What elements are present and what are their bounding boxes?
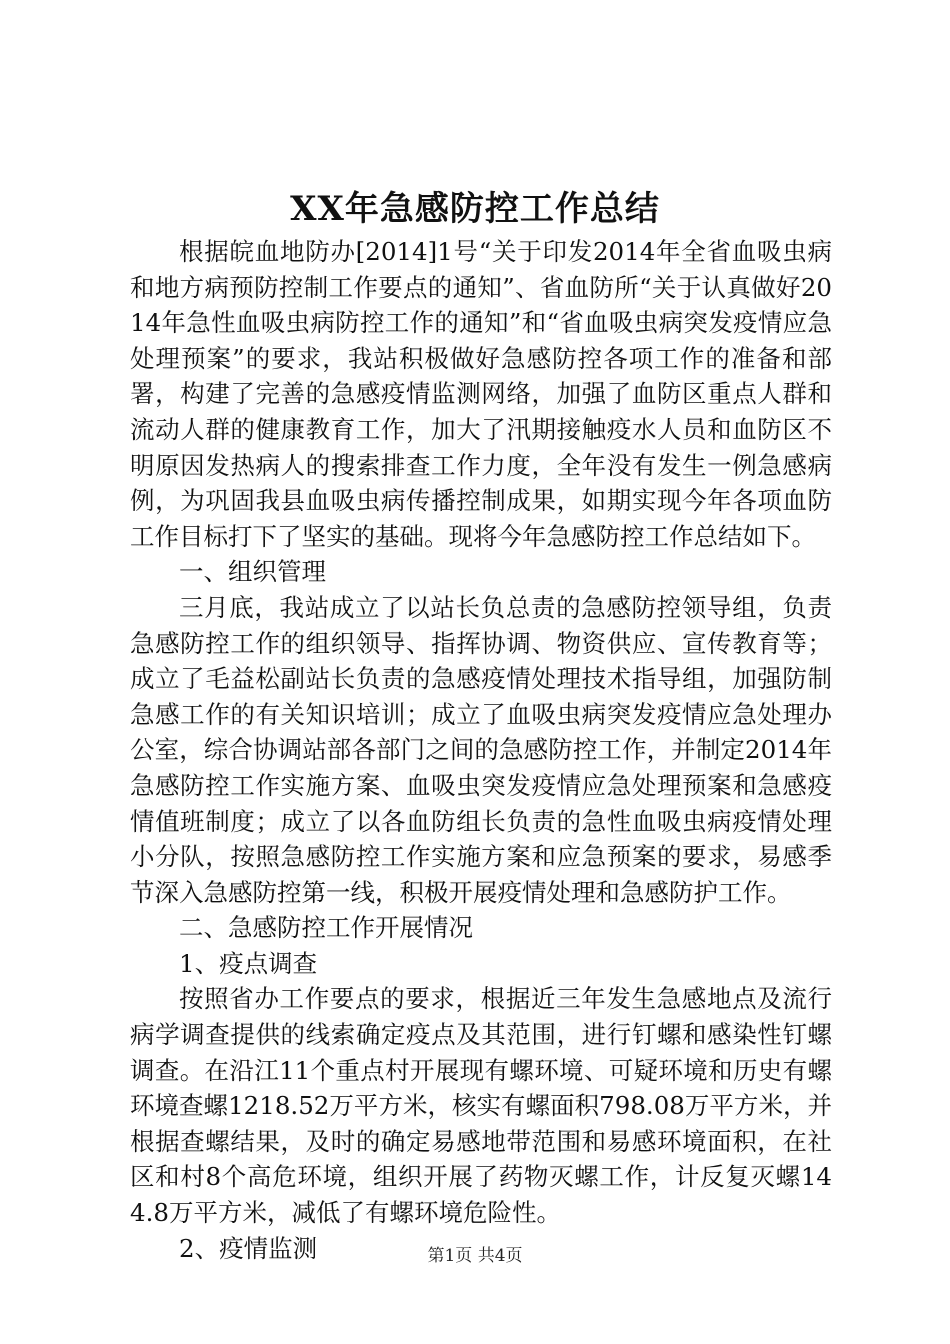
paragraph-survey: 按照省办工作要点的要求，根据近三年发生急感地点及流行病学调查提供的线索确定疫点及其范围，进行钉螺和感染性钉螺调查。在沿江11个重点村开展现有螺环境、可疑环境和历史有螺环境查螺1218.52万平方米，核实有螺面积798.08万平方米，并根据查螺结果，及时的确定易感地带范围和易感环境面积，在社区和村8个高危环境，组织开展了药物灭螺工作，计反复灭螺144.8万平方米，减低了有螺环境危险性。 <box>130 984 832 1228</box>
subsection-heading-monitoring: 2、疫情监测 <box>179 1233 318 1263</box>
document-title: XX年急感防控工作总结 <box>290 189 660 229</box>
paragraph-organization: 三月底，我站成立了以站长负总责的急感防控领导组，负责急感防控工作的组织领导、指挥协调、物资供应、宣传教育等；成立了毛益松副站长负责的急感疫情处理技术指导组，加强防制急感工作的有关知识培训；成立了血吸虫病突发疫情应急处理办公室，综合协调站部各部门之间的急感防控工作，并制定2014年急感防控工作实施方案、血吸虫突发疫情应急处理预案和急感疫情值班制度；成立了以各血防组长负责的急性血吸虫病疫情处理小分队，按照急感防控工作实施方案和应急预案的要求，易感季节深入急感防控第一线，积极开展疫情处理和急感防护工作。 <box>130 592 832 907</box>
section-heading-work-progress: 二、急感防控工作开展情况 <box>179 913 473 943</box>
document-body <box>130 234 832 1266</box>
paragraph-intro: 根据皖血地防办[2014]1号“关于印发2014年全省血吸虫病和地方病预防控制工作要点的通知”、省血防所“关于认真做好2014年急性血吸虫病防控工作的通知”和“省血吸虫病突发疫情应急处理预案”的要求，我站积极做好急感防控各项工作的准备和部署，构建了完善的急感疫情监测网络，加强了血防区重点人群和流动人群的健康教育工作，加大了汛期接触疫水人员和血防区不明原因发热病人的搜索排查工作力度，全年没有发生一例急感病例，为巩固我县血吸虫病传播控制成果，如期实现今年各项血防工作目标打下了坚实的基础。现将今年急感防控工作总结如下。 <box>130 237 832 551</box>
subsection-heading-survey: 1、疫点调查 <box>179 948 318 978</box>
section-heading-organization: 一、组织管理 <box>179 557 326 587</box>
page-number-footer: 第1页 共4页 <box>427 1246 523 1266</box>
